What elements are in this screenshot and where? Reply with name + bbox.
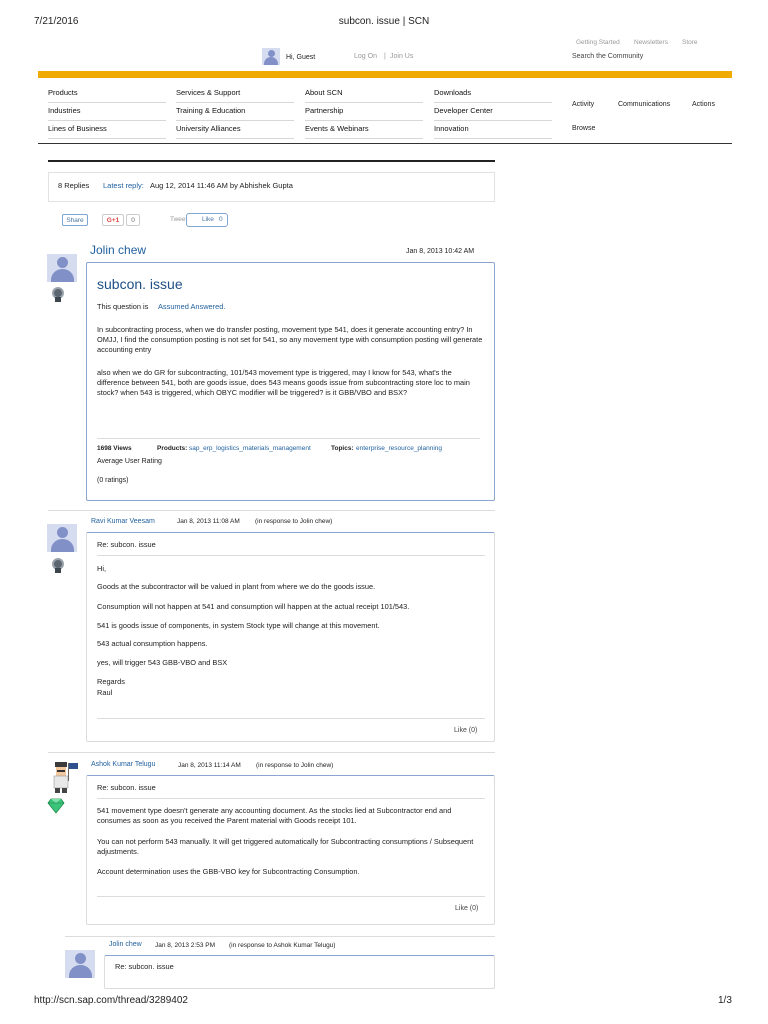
nav-services-support[interactable]: Services & Support — [176, 85, 294, 103]
guest-avatar-icon — [262, 48, 280, 65]
reply1-line-1: Hi, — [97, 564, 107, 573]
login-separator: | — [384, 53, 386, 60]
question-status[interactable]: Assumed Answered. — [158, 302, 226, 311]
nav-column-2 — [176, 85, 294, 139]
latest-reply-value: Aug 12, 2014 11:46 AM by Abhishek Gupta — [150, 181, 293, 190]
nav-browse[interactable]: Browse — [572, 125, 596, 132]
nav-lines-of-business[interactable]: Lines of Business — [48, 121, 166, 139]
nav-column-4 — [434, 85, 552, 139]
question-paragraph-2: also when we do GR for subcontracting, 101/543 movement type is triggered, may I know for 543, what's the difference between 541, both are goods issue, does 543 means goods issue from subcontracting store loc to main stock? when 543 is triggered, which OBYC modifier will be triggered? is it GBB/VBO and BSX? — [97, 368, 470, 397]
reply1-like-button[interactable]: Like (0) — [454, 727, 478, 734]
nav-downloads[interactable]: Downloads — [434, 85, 552, 103]
newsletters-link[interactable]: Newsletters — [634, 39, 668, 46]
thread-top-rule — [48, 160, 495, 162]
print-page-number: 1/3 — [718, 995, 732, 1006]
tweet-button[interactable]: Tweet — [170, 216, 188, 223]
latest-reply-label[interactable]: Latest reply: — [103, 181, 144, 190]
guest-greeting: Hi, Guest — [286, 54, 316, 61]
nav-actions[interactable]: Actions — [692, 101, 715, 108]
print-url: http://scn.sap.com/thread/3289402 — [34, 995, 188, 1006]
question-paragraph-1: In subcontracting process, when we do transfer posting, movement type 541, does it generate accounting entry? In OMJJ, I find the consumption posting is not set for 541, so any movement type with consumption posting will generate accounting entry — [97, 325, 483, 354]
nav-developer-center[interactable]: Developer Center — [434, 103, 552, 121]
products-tag[interactable]: sap_erp_logistics_materials_management — [189, 445, 311, 452]
reply3-date: Jan 8, 2013 2:53 PM — [155, 942, 215, 949]
medal-badge-icon — [52, 287, 64, 301]
question-author-avatar-icon — [47, 254, 77, 282]
reply2-author[interactable]: Ashok Kumar Telugu — [91, 761, 156, 768]
reply2-divider — [48, 752, 495, 753]
like-button-count: 0 — [219, 216, 223, 223]
reply1-date: Jan 8, 2013 11:08 AM — [177, 518, 240, 525]
gplus-count: 0 — [126, 214, 140, 226]
like-button-box[interactable] — [186, 213, 228, 227]
reply2-subject: Re: subcon. issue — [97, 783, 156, 792]
question-views: 1698 Views — [97, 445, 132, 452]
reply1-line-5: 543 actual consumption happens. — [97, 639, 208, 648]
reply2-line-1: 541 movement type doesn't generate any accounting document. As the stocks lied at Subcontractor end and consumes as soon as you received the Parent material with Goods receipt 101. — [97, 806, 452, 825]
reply1-line-3: Consumption will not happen at 541 and consumption will happen at the actual receipt 101/543. — [97, 602, 410, 611]
reply1-subject-divider — [97, 555, 485, 556]
topics-label: Topics: — [331, 445, 354, 452]
diamond-badge-icon — [47, 798, 65, 814]
reply3-author[interactable]: Jolin chew — [109, 941, 142, 948]
reply1-avatar-icon — [47, 524, 77, 552]
reply1-divider — [48, 510, 495, 511]
search-community[interactable]: Search the Community — [572, 53, 644, 60]
store-link[interactable]: Store — [682, 39, 698, 46]
reply3-in-response: (in response to Ashok Kumar Telugu) — [229, 942, 336, 949]
reply2-subject-divider — [97, 798, 485, 799]
nav-column-1 — [48, 85, 166, 139]
reply2-in-response: (in response to Jolin chew) — [256, 762, 334, 769]
print-date: 7/21/2016 — [34, 16, 79, 27]
reply1-line-4: 541 is goods issue of components, in system Stock type will change at this movement. — [97, 621, 380, 630]
login-link[interactable]: Log On — [354, 53, 377, 60]
nav-communications[interactable]: Communications — [618, 101, 671, 108]
reply1-line-2: Goods at the subcontractor will be valued in plant from where we do the goods issue. — [97, 582, 376, 591]
reply1-subject: Re: subcon. issue — [97, 540, 156, 549]
reply3-box — [104, 955, 495, 989]
nav-column-3 — [305, 85, 423, 139]
products-label: Products: — [157, 445, 188, 452]
reply2-footer-divider — [97, 896, 485, 897]
rating-label: Average User Rating — [97, 458, 162, 465]
print-title: subcon. issue | SCN — [338, 16, 430, 27]
reply3-avatar-icon — [65, 950, 95, 978]
reply2-line-2: You can not perform 543 manually. It will get triggered automatically for Subcontracting consumptions / Subsequent adjustments. — [97, 837, 474, 856]
reply1-box — [86, 532, 495, 742]
question-title: subcon. issue — [97, 276, 183, 292]
nav-innovation[interactable]: Innovation — [434, 121, 552, 139]
reply2-date: Jan 8, 2013 11:14 AM — [178, 762, 241, 769]
nav-divider — [38, 143, 732, 144]
reply3-divider — [65, 936, 495, 937]
reply2-line-3: Account determination uses the GBB-VBO key for Subcontracting Consumption. — [97, 867, 360, 876]
like-button-label: Like — [202, 216, 214, 223]
reply2-like-button[interactable]: Like (0) — [455, 905, 479, 912]
question-author[interactable]: Jolin chew — [90, 243, 147, 257]
topics-tag[interactable]: enterprise_resource_planning — [356, 445, 443, 452]
accent-bar — [38, 71, 732, 78]
gplus-button[interactable]: G+1 — [102, 214, 124, 226]
reply1-line-6: yes, will trigger 543 GBB-VBO and BSX — [97, 658, 228, 667]
nav-events-webinars[interactable]: Events & Webinars — [305, 121, 423, 139]
nav-activity[interactable]: Activity — [572, 101, 595, 108]
nav-training-education[interactable]: Training & Education — [176, 103, 294, 121]
nav-products[interactable]: Products — [48, 85, 166, 103]
nav-university-alliances[interactable]: University Alliances — [176, 121, 294, 139]
join-link[interactable]: Join Us — [390, 53, 414, 60]
reply1-medal-badge-icon — [52, 558, 64, 572]
reply3-subject: Re: subcon. issue — [115, 962, 174, 971]
reply2-avatar-icon — [46, 760, 80, 794]
reply1-footer-divider — [97, 718, 485, 719]
reply1-line-7: Regards — [97, 677, 125, 686]
rating-value: (0 ratings) — [97, 477, 129, 484]
question-date: Jan 8, 2013 10:42 AM — [406, 248, 475, 255]
nav-about-scn[interactable]: About SCN — [305, 85, 423, 103]
question-status-prefix: This question is — [97, 302, 149, 311]
reply1-author[interactable]: Ravi Kumar Veesam — [91, 518, 155, 525]
reply1-in-response: (in response to Jolin chew) — [255, 518, 333, 525]
share-button[interactable]: Share — [62, 214, 88, 226]
nav-partnership[interactable]: Partnership — [305, 103, 423, 121]
reply-count: 8 Replies — [58, 181, 90, 190]
getting-started-link[interactable]: Getting Started — [576, 39, 620, 46]
nav-industries[interactable]: Industries — [48, 103, 166, 121]
reply1-line-8: Raul — [97, 688, 113, 697]
question-meta-divider — [97, 438, 480, 439]
